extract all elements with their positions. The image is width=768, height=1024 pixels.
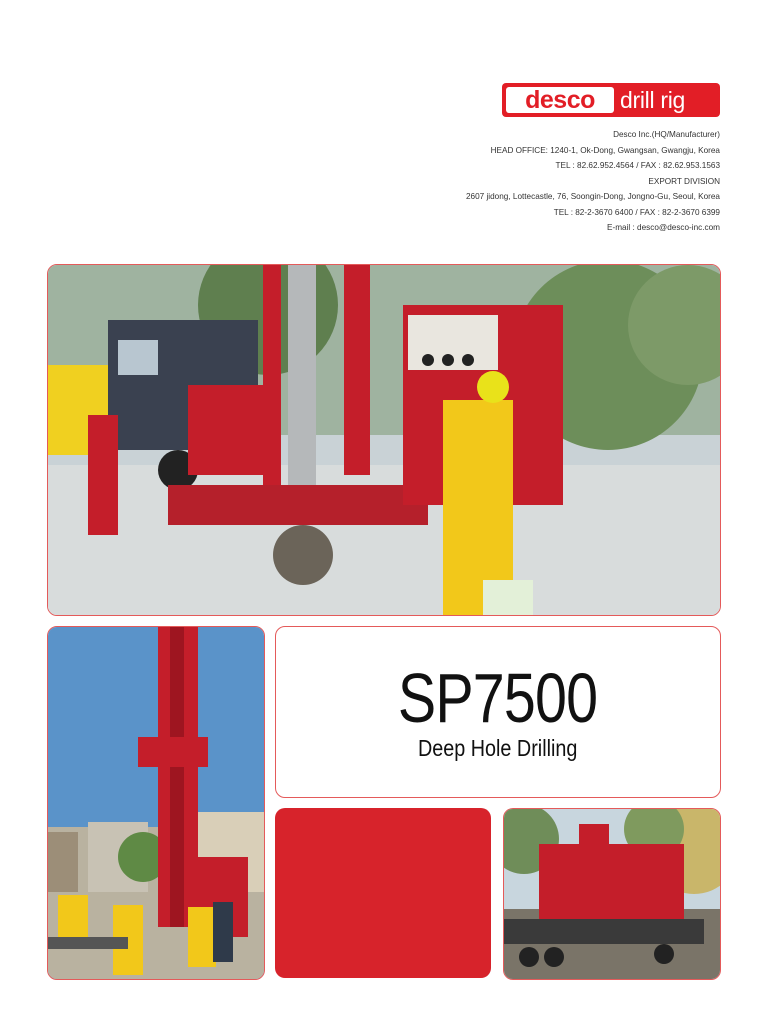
contact-block	[340, 127, 720, 236]
head-office-address: HEAD OFFICE: 1240-1, Ok-Dong, Gwangsan, Gwangju, Korea	[490, 145, 720, 155]
export-address: 2607 jidong, Lottecastle, 76, Soongin-Dong, Jongno-Gu, Seoul, Korea	[466, 192, 720, 201]
export-phone-fax: TEL : 82-2-3670 6400 / FAX : 82-2-3670 6399	[553, 207, 720, 217]
logo-brand-text: desco	[506, 87, 614, 113]
main-drill-rig-photo	[47, 264, 721, 616]
export-division-title: EXPORT DIVISION	[648, 176, 720, 186]
red-accent-panel	[275, 808, 491, 978]
rig-transport-photo	[503, 808, 721, 980]
logo-tagline: drill rig	[620, 86, 686, 113]
hq-phone-fax: TEL : 82.62.952.4564 / FAX : 82.62.953.1563	[555, 161, 720, 170]
brand-logo	[502, 83, 720, 117]
hq-label: Desco Inc.(HQ/Manufacturer)	[613, 130, 720, 139]
email-address: E-mail : desco@desco-inc.com	[607, 223, 720, 232]
product-title-panel	[275, 626, 721, 798]
product-model: SP7500	[398, 658, 598, 737]
product-subtitle: Deep Hole Drilling	[418, 734, 578, 761]
mast-workers-photo	[47, 626, 265, 980]
